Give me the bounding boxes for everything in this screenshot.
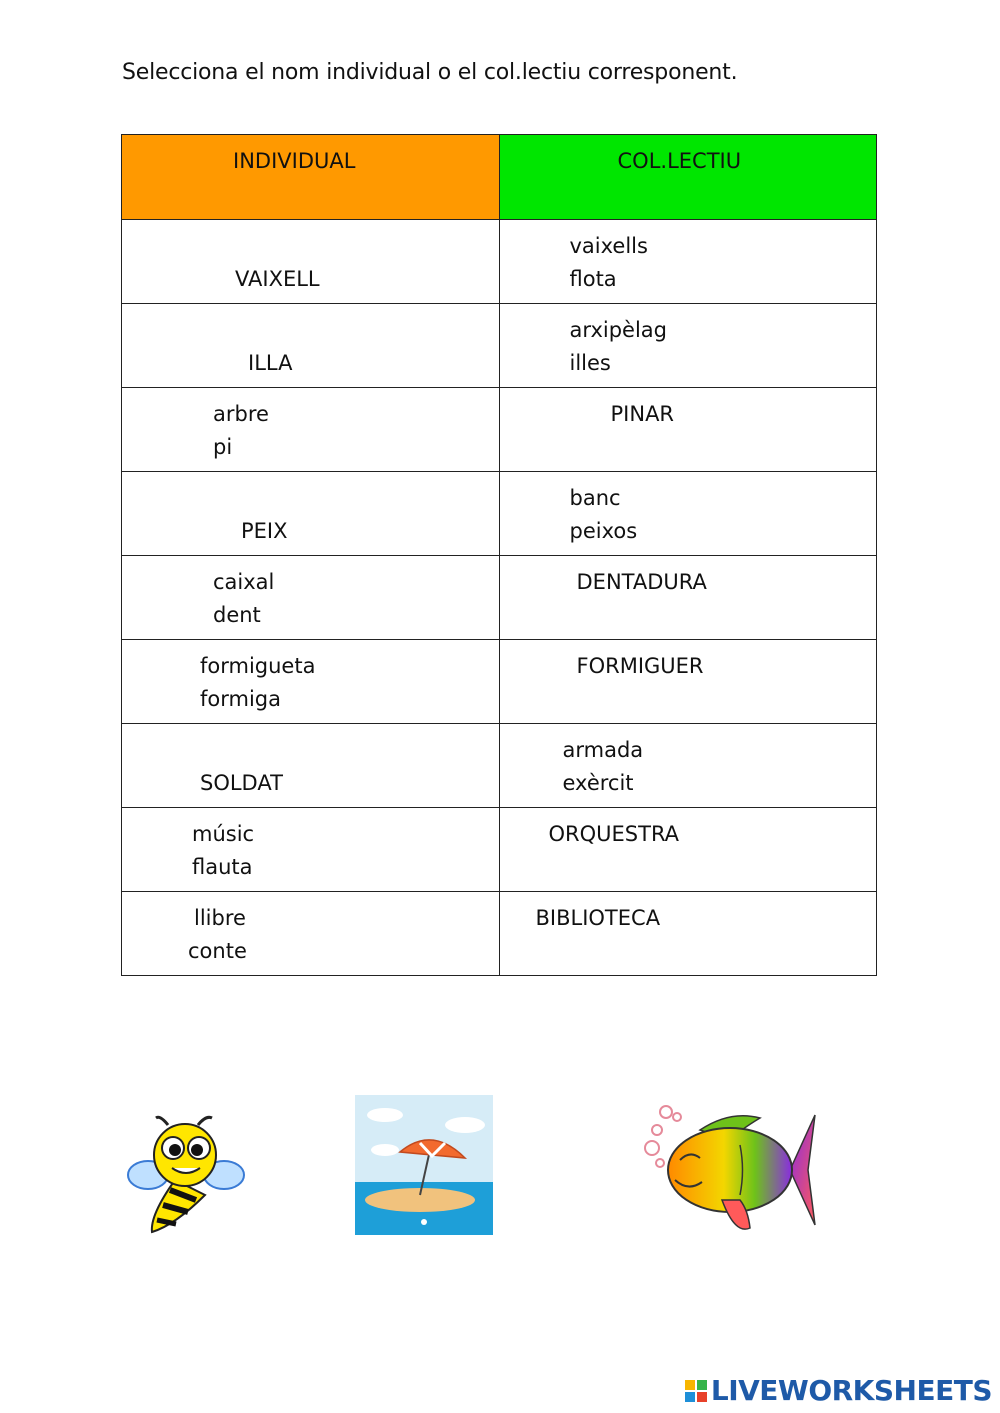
bee-illustration [128,1117,244,1232]
option-word[interactable]: DENTADURA [576,570,707,594]
header-individual-label: INDIVIDUAL [233,149,356,173]
header-collective-label: COL.LECTIU [617,149,742,173]
option-word[interactable]: arxipèlag [569,318,667,342]
island-illustration [355,1095,493,1235]
option-word[interactable]: BIBLIOTECA [535,906,661,930]
option-word[interactable]: formiga [200,687,281,711]
option-word[interactable]: formigueta [200,654,316,678]
option-word[interactable]: músic [192,822,255,846]
option-word[interactable]: PEIX [241,519,288,543]
option-word[interactable]: llibre [194,906,246,930]
fish-illustration [645,1106,815,1229]
option-word[interactable]: flauta [192,855,253,879]
option-word[interactable]: arbre [213,402,269,426]
option-word[interactable]: peixos [569,519,638,543]
option-word[interactable]: ILLA [248,351,293,375]
brand-logo-icon [685,1380,707,1402]
option-word[interactable]: exèrcit [562,771,634,795]
option-word[interactable]: armada [562,738,644,762]
option-word[interactable]: VAIXELL [235,267,320,291]
option-word[interactable]: flota [569,267,617,291]
option-word[interactable]: banc [569,486,621,510]
brand-logo [685,1374,992,1407]
option-word[interactable]: ORQUESTRA [548,822,680,846]
option-word[interactable]: FORMIGUER [576,654,704,678]
option-word[interactable]: vaixells [569,234,648,258]
option-word[interactable]: caixal [213,570,275,594]
option-word[interactable]: dent [213,603,261,627]
option-word[interactable]: SOLDAT [200,771,283,795]
option-word[interactable]: illes [569,351,611,375]
option-word[interactable]: conte [188,939,247,963]
option-word[interactable]: pi [213,435,233,459]
option-word[interactable]: PINAR [610,402,675,426]
brand-name: LIVEWORKSHEETS [710,1374,992,1407]
instruction-text: Selecciona el nom individual o el col.lectiu corresponent. [122,60,738,85]
